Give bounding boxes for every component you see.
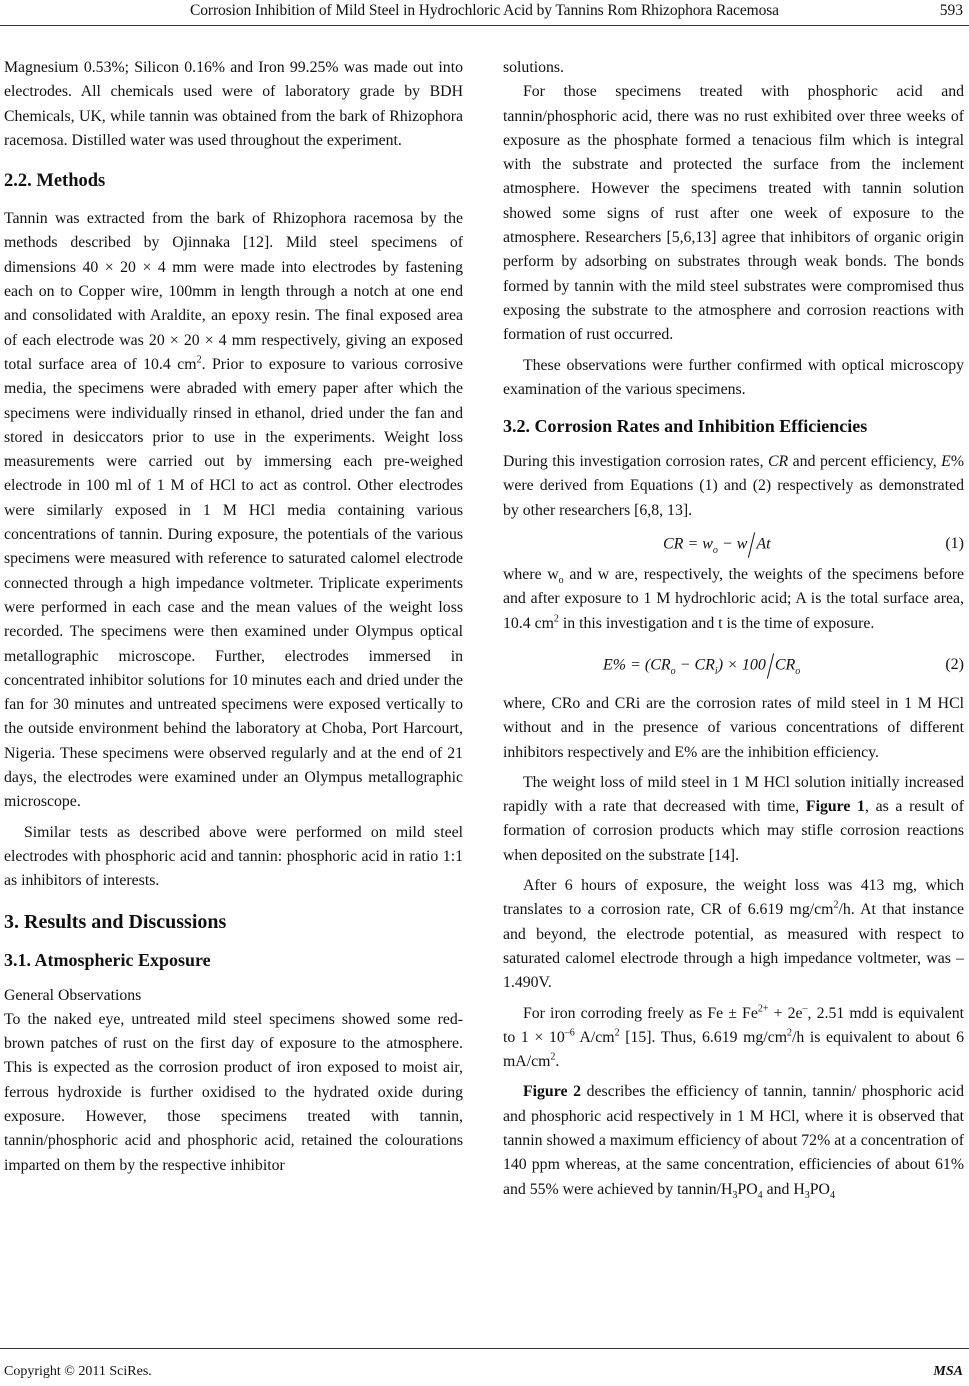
paragraph-similar-tests: Similar tests as described above were performed on mild steel electrodes with phosphoric acid and tannin: phosphoric acid in ratio 1:1 as inhibitors of interests. bbox=[4, 823, 463, 890]
heading-atmospheric-exposure: 3.1. Atmospheric Exposure bbox=[4, 949, 211, 970]
equation-1: CR = $w_o - w$ At (1) bbox=[503, 523, 964, 563]
equation-2: $E\% = (CR_o - CR_i) \times 100$ $CR_o$ (2) bbox=[503, 644, 964, 684]
paragraph-iron-corroding: For iron corroding freely as $Fe \pm Fe^{2+} + 2e^-$, 2.51 mdd is equivalent to $1 \times 10^{-6}$ $A/cm^2$ [15]. Thus, 6.619 $mg/cm^2/h$ is equivalent to about 6 $mA/cm^2$. bbox=[503, 1003, 965, 1071]
paragraph-methods: Tannin was extracted from the bark of Rhizophora racemosa by the methods described by Ojinnaka [12]. Mild steel specimens of dimensions 40 × 20 × 4 mm were made into electrodes by fastening each on to Copper wire, 100mm in length through a notch at one end and consolidated with Araldite, an epoxy resin. The final exposed area of each electrode was 20 × 20 × 4 mm respectively, giving an exposed total surface area of 10.4 $cm^2$. Prior to exposure to various corrosive media, the specimens were abraded with emery paper after which the specimens were individually rinsed in ethanol, dried under the fan and stored in desiccators prior to use in the experiments. Weight loss measurements were carried out by immersing each pre-weighed electrode in 100 ml of 1 M of HCl to act as control. Other electrodes were similarly exposed in 1 M HCl media containing various concentrations of tannin. During exposure, the potentials of the various specimens were measured with reference to saturated calomel electrode connected through a high impedance voltmeter. Triplicate experiments were performed in each case and the mean values of the weight loss recorded. The specimens were then examined under Olympus optical metallographic microscope. Further, electrodes immersed in concentrated inhibitor solutions for 10 minutes each and dried under the fan for 30 minutes and untreated specimens were exposed vertically to the outside environment behind the laboratory at Choba, Port Harcourt, Nigeria. These specimens were observed regularly and at the end of 21 days, the electrodes were examined under an Olympus metallographic microscope. bbox=[4, 210, 463, 811]
paragraph-materials: Magnesium 0.53%; Silicon 0.16% and Iron 99.25% was made out into electrodes. All chemicals used were of laboratory grade by BDH Chemicals, UK, while tannin was obtained from the bark of Rhizophora racemosa. Distilled water was used throughout the experiment. bbox=[4, 59, 463, 149]
paragraph-where-weights: where $w_o$ and w are, respectively, the weights of the specimens before and after exposure to 1 M hydrochloric acid; A is the total surface area, 10.4 $cm^2$ in this investigation and t is the time of exposure. bbox=[503, 566, 964, 632]
paragraph-figure-2: Figure 2 describes the efficiency of tannin, tannin/ phosphoric acid and phosphoric acid respectively in 1 M HCl, where it is observed that tannin showed a maximum efficiency of about 72% at a concentration of 140 ppm whereas, at the same concentration, efficiencies of about 61% and 55% were achieved by tannin/$H_3PO_4$ and $H_3PO_4$ bbox=[503, 1083, 964, 1201]
paragraph-solutions: solutions. bbox=[503, 59, 565, 76]
journal-abbreviation: MSA bbox=[933, 1364, 963, 1379]
fraction-slash bbox=[767, 653, 774, 678]
equation-number-1: (1) bbox=[945, 535, 964, 553]
page-header bbox=[0, 0, 969, 26]
left-column bbox=[4, 56, 463, 1178]
copyright-notice: Copyright © 2011 SciRes. bbox=[4, 1364, 152, 1379]
paragraph-six-hours: After 6 hours of exposure, the weight loss was 413 mg, which translates to a corrosion rate, CR of 6.619 $mg/cm^2/h$. At that instance and beyond, the electrode potential, as measured with respect to saturated calomel electrode through a high impedance voltmeter, was –1.490V. bbox=[503, 877, 964, 992]
fraction-slash bbox=[748, 532, 755, 557]
page-footer bbox=[0, 1348, 969, 1386]
figure-2-reference[interactable]: Figure 2 bbox=[523, 1083, 581, 1101]
paragraph-where-rates: where, CRo and CRi are the corrosion rates of mild steel in 1 M HCl without and in the presence of various concentrations of different inhibitors respectively and E% are the inhibition efficiency. bbox=[503, 694, 964, 761]
paragraph-phosphoric: For those specimens treated with phosphoric acid and tannin/phosphoric acid, there was no rust exhibited over three weeks of exposure as the phosphate formed a tenacious film which is integral with the substrate and protected the surface from the inclement atmosphere. However the specimens treated with tannin solution showed some signs of rust after one week of exposure to the atmosphere. Researchers [5,6,13] agree that inhibitors of organic origin perform by adsorbing on substrates through weak bonds. The bonds formed by tannin with the mild steel substrates were compromised thus exposing the substrate to the atmosphere and corrosion reactions with formation of rust occurred. bbox=[503, 83, 964, 344]
paragraph-derivation: During this investigation corrosion rates, CR and percent efficiency, E% were derived from Equations (1) and (2) respectively as demonstrated by other researchers [6,8, 13]. bbox=[503, 453, 964, 519]
heading-corrosion-rates: 3.2. Corrosion Rates and Inhibition Efficiencies bbox=[503, 416, 868, 437]
page-number: 593 bbox=[939, 2, 963, 19]
paragraph-observations: To the naked eye, untreated mild steel specimens showed some red-brown patches of rust on the first day of exposure to the atmosphere. This is expected as the corrosion product of iron exposed to moist air, ferrous hydroxide is further oxidised to the hydrated oxide during exposure. However, those specimens treated with tannin, tannin/phosphoric acid and phosphoric acid, retained the colourations imparted on them by the respective inhibitor bbox=[4, 1010, 463, 1174]
subheading-general-observations: General Observations bbox=[4, 986, 142, 1004]
right-column bbox=[503, 56, 964, 1202]
equation-number-2: (2) bbox=[945, 655, 964, 673]
paragraph-weight-loss: The weight loss of mild steel in 1 M HCl solution initially increased rapidly with a rate that decreased with time, Figure 1, as a result of formation of corrosion products which may stifle corrosion reactions when deposited on the substrate [14]. bbox=[503, 773, 964, 864]
paragraph-microscopy: These observations were further confirmed with optical microscopy examination of the various specimens. bbox=[503, 356, 964, 398]
figure-1-reference[interactable]: Figure 1 bbox=[805, 798, 865, 816]
running-title: Corrosion Inhibition of Mild Steel in Hydrochloric Acid by Tannins Rom Rhizophora Racemosa bbox=[190, 2, 779, 19]
heading-results: 3. Results and Discussions bbox=[4, 910, 227, 933]
heading-methods: 2.2. Methods bbox=[4, 171, 106, 192]
